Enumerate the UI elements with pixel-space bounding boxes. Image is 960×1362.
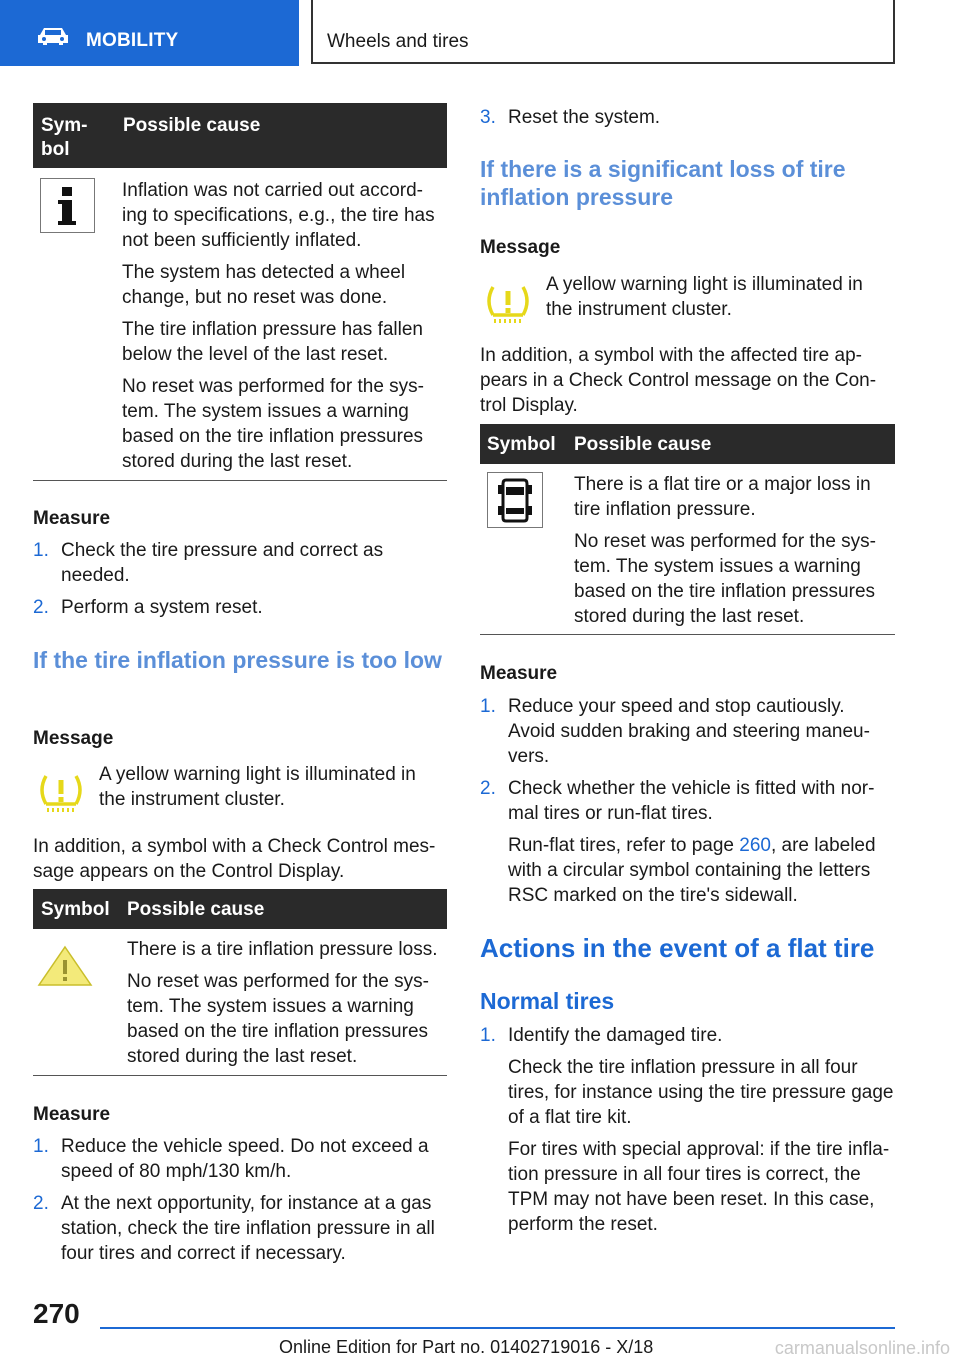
- section-tab: [0, 0, 299, 66]
- table1-cause: The system has detected a wheel change, but no reset was done.: [122, 262, 406, 308]
- table2-cause: No reset was performed for the sys-tem. The system issues a warning based on the tire inflation pressures stored during the last reset.: [127, 971, 429, 1067]
- table1-col2-header: Possible cause: [123, 115, 261, 136]
- reset-step: [480, 105, 895, 137]
- table1-cause: No reset was performed for the sys-tem. The system issues a warning based on the tire inflation pressures stored during the last reset.: [122, 376, 424, 472]
- car-icon: [36, 26, 70, 46]
- table2-col2-header: Possible cause: [127, 899, 265, 920]
- table3-cause: There is a flat tire or a major loss in tire inflation pressure.: [574, 474, 871, 520]
- measure2-steps: [33, 1134, 447, 1273]
- message-text: A yellow warning light is illuminated in the instrument cluster.: [99, 764, 416, 810]
- table2-causes: [127, 937, 442, 1076]
- table2-bottom-rule: [33, 1075, 447, 1076]
- page-number: 270: [33, 1298, 80, 1329]
- watermark: carmanualsonline.info: [774, 1338, 950, 1358]
- message-label: Message: [480, 237, 561, 258]
- heading-normal-tires: Normal tires: [480, 988, 615, 1014]
- list-item: 2. At the next opportunity, for instance at a gas station, check the tire inflation pressure in all four tires and correct if necessary.: [33, 1193, 435, 1264]
- message-label: Message: [33, 728, 114, 749]
- heading-flat-tire: Actions in the event of a flat tire: [480, 933, 875, 963]
- normal-tires-steps: [480, 1023, 895, 1244]
- table2-cause: There is a tire inflation pressure loss.: [127, 939, 438, 960]
- edition-note: Online Edition for Part no. 01402719016 - X/18: [279, 1337, 654, 1357]
- measure3-steps: [480, 694, 895, 915]
- addition-text: In addition, a symbol with a Check Control mes-sage appears on the Control Display.: [33, 836, 436, 882]
- list-item: 3. Reset the system.: [480, 107, 661, 128]
- list-item: 1. Check the tire pressure and correct as needed.: [33, 540, 384, 586]
- table1-cause: Inflation was not carried out accord-ing to specifications, e.g., the tire has not been sufficiently inflated.: [122, 180, 435, 251]
- table1-bottom-rule: [33, 480, 447, 481]
- section-title: MOBILITY: [86, 30, 179, 51]
- heading-significant-loss: If there is a significant loss of tire inflation pressure: [480, 156, 846, 210]
- list-item: 2. Check whether the vehicle is fitted with nor-mal tires or run-flat tires. Run-flat tires, refer to page 260, are labeled with a circular symbol containing the letters RSC marked on the tire's sidewall.: [480, 778, 876, 906]
- tire-pressure-warning-icon: [36, 772, 86, 814]
- measure2-title: Measure: [33, 1104, 111, 1125]
- table2-col1-header: Symbol: [41, 899, 110, 920]
- chapter-title: Wheels and tires: [327, 31, 469, 52]
- flat-tire-car-icon: [487, 472, 543, 528]
- table1-causes: [122, 178, 440, 481]
- table1-col1-header: Sym- bol: [41, 115, 88, 160]
- heading-too-low: If the tire inflation pressure is too low: [33, 647, 442, 673]
- list-item: 1. Reduce your speed and stop cautiously. Avoid sudden braking and steering maneu-vers.: [480, 696, 870, 767]
- measure1-title: Measure: [33, 508, 111, 529]
- measure1-steps: [33, 538, 447, 627]
- table3-header: [480, 424, 895, 464]
- table3-col1-header: Symbol: [487, 434, 556, 455]
- footer-rule: [100, 1327, 895, 1329]
- warning-triangle-icon: [37, 944, 93, 988]
- addition-text: In addition, a symbol with the affected tire ap-pears in a Check Control message on the Con-trol Display.: [480, 345, 877, 416]
- table3-col2-header: Possible cause: [574, 434, 712, 455]
- table3-causes: [574, 472, 889, 636]
- table1-header: [33, 103, 447, 168]
- table2-header: [33, 889, 447, 929]
- table1-cause: The tire inflation pressure has fallen below the level of the last reset.: [122, 319, 423, 365]
- table3-bottom-rule: [480, 634, 895, 635]
- list-item: 2. Perform a system reset.: [33, 597, 263, 618]
- list-item: 1. Identify the damaged tire. Check the tire inflation pressure in all four tires, for instance using the tire pressure gage of a flat tire kit. For tires with special approval: if the tire infla-tion pressure in all four tires is correct, the TPM may not have been reset. In this case, perform the reset.: [480, 1025, 894, 1235]
- page-link[interactable]: 260: [739, 835, 771, 856]
- table3-cause: No reset was performed for the sys-tem. The system issues a warning based on the tire inflation pressures stored during the last reset.: [574, 531, 876, 627]
- info-icon: [40, 178, 95, 233]
- measure3-title: Measure: [480, 663, 558, 684]
- tire-pressure-warning-icon: [483, 283, 533, 325]
- list-item: 1. Reduce the vehicle speed. Do not exceed a speed of 80 mph/130 km/h.: [33, 1136, 429, 1182]
- message-text: A yellow warning light is illuminated in the instrument cluster.: [546, 274, 863, 320]
- chapter-tab: [311, 0, 895, 64]
